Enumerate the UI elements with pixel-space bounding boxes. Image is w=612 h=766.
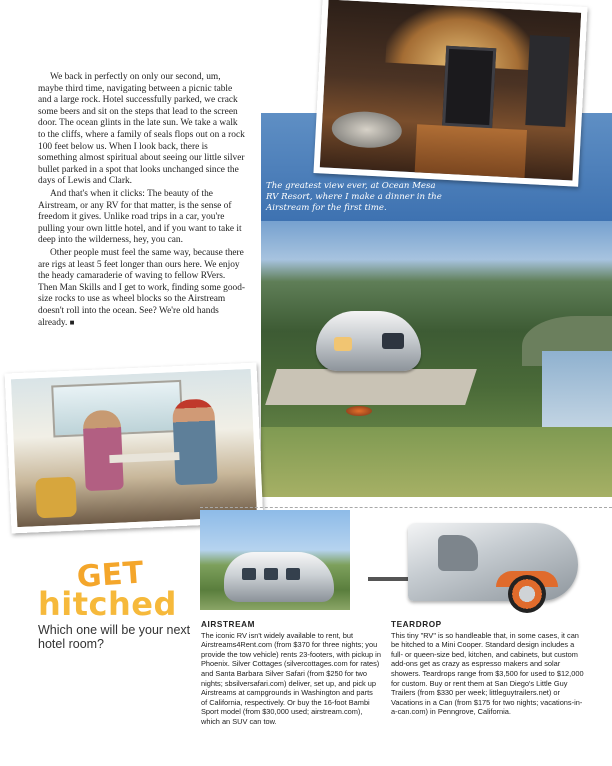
story-paragraph: And that's when it clicks: The beauty of the Airstream, or any RV for that matter, is the sense of freedom it gives. Unlike road trips in a car, you're pulling your own little hotel, and if you want to take it deep into the wilderness, hey, you can. (38, 188, 242, 246)
feature-title-get: GET (75, 555, 146, 595)
story-paragraph: Other people must feel the same way, because there are rigs at least 5 feet longer than ours here. We enjoy the heady camaraderie of waving to fellow RVers. Then Man Skills and I get to work, finding some good-size rocks to use as wheel blocks so the Airstream doesn't roll into the ocean. See? We're old hands already. ■ (38, 247, 246, 329)
foreground-grass (261, 427, 612, 497)
campsite-pad (265, 369, 477, 405)
woman-figure (82, 410, 123, 492)
teardrop-body (408, 523, 578, 601)
trailer-window (286, 568, 300, 580)
teardrop-product-photo (368, 515, 598, 615)
trailer-window (334, 337, 352, 351)
interior-sink (331, 110, 403, 150)
teardrop-column (391, 620, 586, 717)
airstream-heading: AIRSTREAM (201, 620, 256, 629)
interior-door (442, 46, 496, 129)
interior-cabinet (525, 35, 570, 127)
interior-floor (414, 124, 527, 187)
airstream-product-photo (200, 510, 350, 610)
trailer-window (242, 568, 256, 580)
feature-subhead: Which one will be your next hotel room? (38, 623, 191, 651)
teardrop-door (438, 535, 478, 571)
feature-title-hitched: hitched (38, 585, 177, 623)
teardrop-heading: TEARDROP (391, 620, 442, 629)
teardrop-body-text: This tiny "RV" is so handleable that, in some cases, it can be hitched to a Mini Cooper. Standard design includes a full- or queen-size bed, kitchen, and cabinets, but custom add-ons get as crazy as espresso makers and solar showers. Teardrops range from $3,500 for used to $12,000 for custom. Buy or rent them at San Diego's Little Guy Trailers (from $330 per week; littleguytrailers.net) or Vacations in a Can (from $175 for two nights; vacations-in-a-can.com) in Penngrove, California. (391, 630, 584, 717)
story-text (38, 72, 246, 331)
campsite-photo (261, 221, 612, 497)
cushion (35, 477, 77, 519)
story-paragraph: We back in perfectly on only our second, um, maybe third time, navigating between a picnic table and a large rock. Hotel successfully parked, we crack some beers and sit on the steps that lead to the screen door. The ocean glints in the late sun. We take a walk to the cliffs, where a family of seals flops out on a rock 100 feet below us. When I look back, there is something almost spiritual about seeing our little silver bullet parked in a spot that looks unchanged since the days of Lewis and Clark. (38, 72, 245, 187)
section-divider (200, 507, 612, 508)
airstream-trailer (224, 552, 334, 602)
airstream-interior-photo (313, 0, 587, 187)
man-figure (172, 398, 218, 485)
airstream-trailer (316, 311, 421, 371)
airstream-body: The iconic RV isn't widely available to rent, but Airstreams4Rent.com (from $370 for three nights; you provide the tow vehicle) rents 23-footers, with pickup in Phoenix. Silver Cottages (silvercottages.com for rates) and Santa Barbara Silver Safari (from $250 for two nights; sbsilversafari.com) deliver, set up, and pick up Airstreams at campgrounds in Washington and parts of California, respectively. Or buy the 16-foot Bambi Sport model (from $30,000 used; airstream.com), which an SUV can tow. (201, 630, 381, 726)
airstream-column (201, 620, 381, 727)
photo-caption: The greatest view ever, at Ocean Mesa RV Resort, where I make a dinner in the Airstream for the first time. (266, 181, 442, 213)
end-mark: ■ (69, 318, 75, 328)
trailer-window (264, 568, 278, 580)
trailer-window (382, 333, 404, 349)
teardrop-wheel (508, 575, 546, 613)
fire-pit (346, 406, 372, 416)
dinette-table (109, 452, 179, 463)
